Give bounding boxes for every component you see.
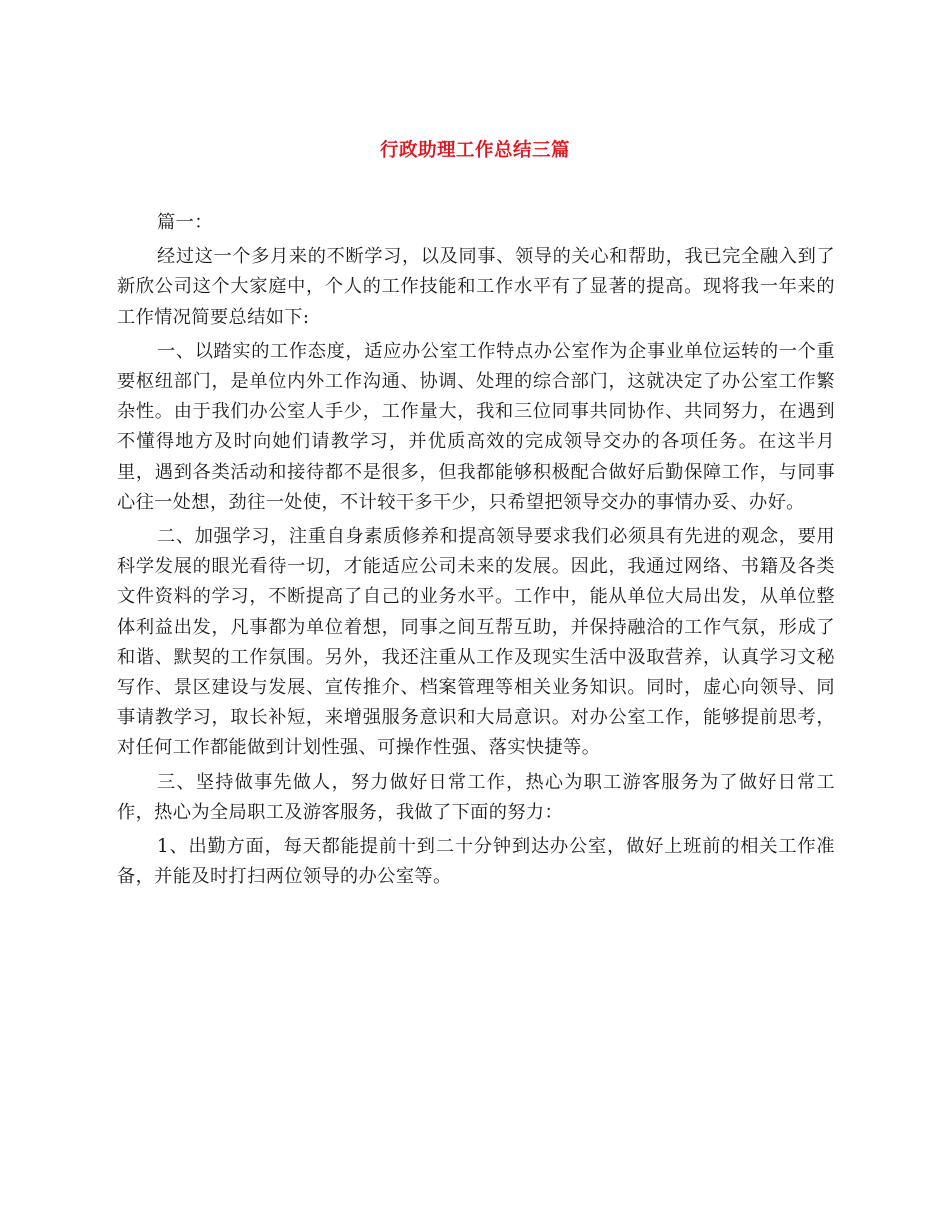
section-label: 篇一：: [157, 212, 213, 233]
paragraph-two: 二、加强学习，注重自身素质修养和提高领导要求我们必须具有先进的观念，要用科学发展的眼光看待一切，才能适应公司未来的发展。因此，我通过网络、书籍及各类文件资料的学习，不断提高了自己的业务水平。工作中，能从单位大局出发，从单位整体利益出发，凡事都为单位着想，同事之间互帮互助，并保持融洽的工作气氛，形成了和谐、默契的工作氛围。另外，我还注重从工作及现实生活中汲取营养，认真学习文秘写作、景区建设与发展、宣传推介、档案管理等相关业务知识。同时，虚心向领导、同事请教学习，取长补短，来增强服务意识和大局意识。对办公室工作，能够提前思考，对任何工作都能做到计划性强、可操作性强、落实快捷等。: [117, 526, 835, 759]
document-title: 行政助理工作总结三篇: [379, 140, 570, 161]
paragraph-attendance: 1、出勤方面，每天都能提前十到二十分钟到达办公室，做好上班前的相关工作准备，并能及时打扫两位领导的办公室等。: [117, 836, 835, 888]
document-body: [117, 208, 835, 892]
paragraph-intro: 经过这一个多月来的不断学习，以及同事、领导的关心和帮助，我已完全融入到了新欣公司这个大家庭中，个人的工作技能和工作水平有了显著的提高。现将我一年来的工作情况简要总结如下:: [117, 246, 835, 328]
paragraph-three: 三、坚持做事先做人，努力做好日常工作，热心为职工游客服务为了做好日常工作，热心为全局职工及游客服务，我做了下面的努力：: [117, 771, 835, 823]
paragraph-one: 一、以踏实的工作态度，适应办公室工作特点办公室作为企事业单位运转的一个重要枢纽部门，是单位内外工作沟通、协调、处理的综合部门，这就决定了办公室工作繁杂性。由于我们办公室人手少，工作量大，我和三位同事共同协作、共同努力，在遇到不懂得地方及时向她们请教学习，并优质高效的完成领导交办的各项任务。在这半月里，遇到各类活动和接待都不是很多，但我都能够积极配合做好后勤保障工作，与同事心往一处想，劲往一处使，不计较干多干少，只希望把领导交办的事情办妥、办好。: [117, 340, 835, 513]
